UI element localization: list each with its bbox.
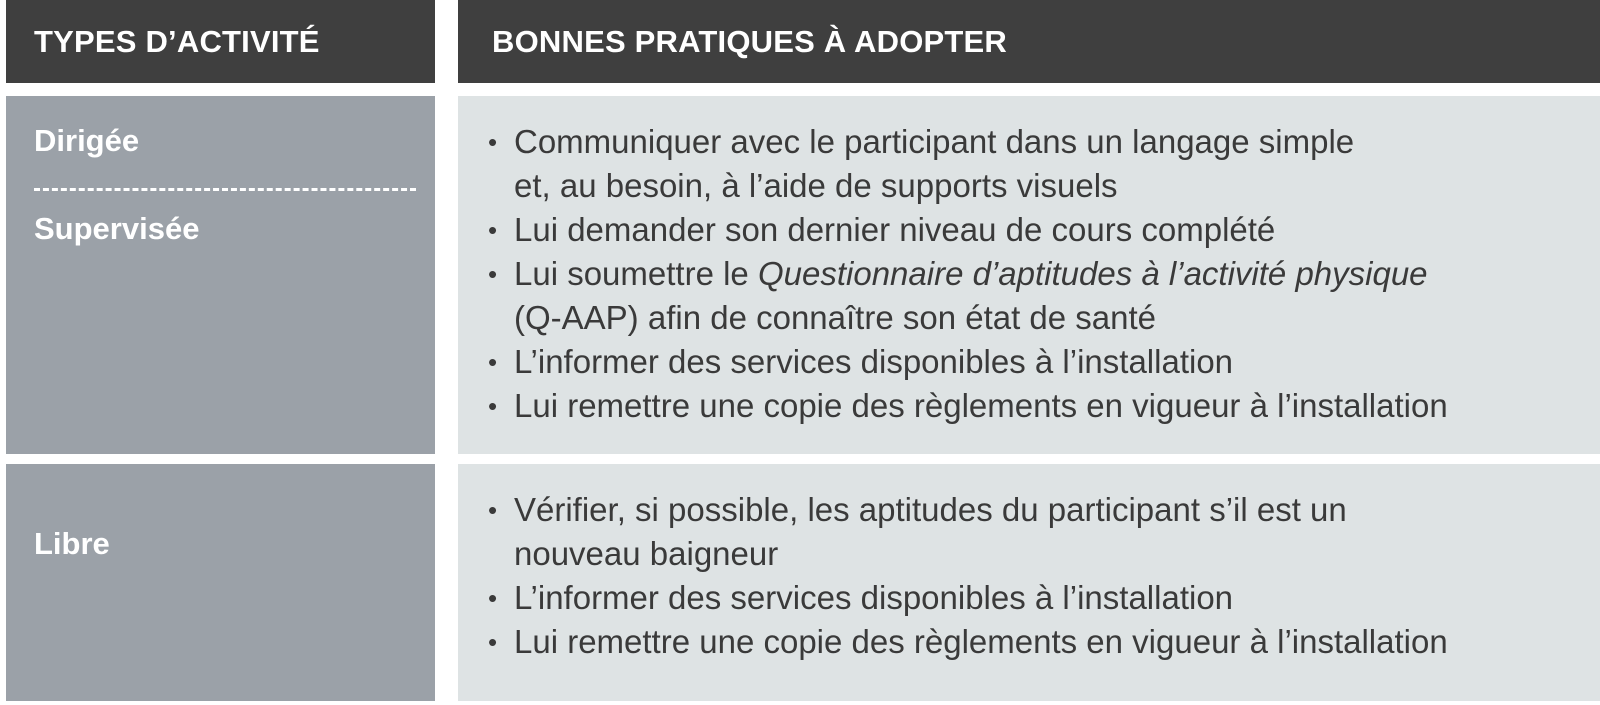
list-item	[488, 120, 1594, 208]
practice-text: Communiquer avec le participant dans un langage simple	[514, 123, 1355, 160]
practice-text: Lui remettre une copie des règlements en vigueur à l’installation	[514, 387, 1448, 424]
practice-text: Lui remettre une copie des règlements en vigueur à l’installation	[514, 623, 1448, 660]
header-types-label: TYPES D’ACTIVITÉ	[34, 23, 320, 59]
type-cell-libre	[6, 464, 435, 701]
type-cell-dirigee-supervisee	[6, 96, 435, 454]
bullet-icon: •	[488, 215, 498, 245]
practice-text-cont: nouveau baigneur	[514, 535, 779, 572]
practices-list	[488, 120, 1594, 428]
list-item	[488, 252, 1594, 340]
type-label-dirigee: Dirigée	[34, 123, 140, 158]
practice-text	[514, 252, 1594, 296]
header-types-activite	[6, 0, 435, 83]
practice-text-cont: (Q-AAP) afin de connaître son état de santé	[514, 299, 1157, 336]
practice-text-prefix: Lui soumettre le	[514, 255, 758, 292]
practices-cell-dirigee-supervisee	[458, 96, 1600, 454]
dashed-separator	[34, 188, 416, 191]
list-item	[488, 620, 1594, 664]
list-item	[488, 576, 1594, 620]
type-label-libre: Libre	[34, 526, 110, 561]
list-item	[488, 384, 1594, 428]
bullet-icon: •	[488, 347, 498, 377]
bullet-icon: •	[488, 495, 498, 525]
practices-list	[488, 488, 1594, 664]
practice-text-cont: et, au besoin, à l’aide de supports visuels	[514, 167, 1118, 204]
practices-cell-libre	[458, 464, 1600, 701]
practice-text: L’informer des services disponibles à l’installation	[514, 579, 1234, 616]
bullet-icon: •	[488, 583, 498, 613]
practice-text: Lui demander son dernier niveau de cours complété	[514, 211, 1276, 248]
practice-text: L’informer des services disponibles à l’installation	[514, 343, 1234, 380]
header-bonnes-pratiques	[458, 0, 1600, 83]
list-item	[488, 488, 1594, 576]
bullet-icon: •	[488, 627, 498, 657]
type-label-supervisee: Supervisée	[34, 211, 200, 246]
list-item	[488, 340, 1594, 384]
practice-text: Vérifier, si possible, les aptitudes du participant s’il est un	[514, 491, 1347, 528]
list-item	[488, 208, 1594, 252]
bullet-icon: •	[488, 127, 498, 157]
bullet-icon: •	[488, 391, 498, 421]
bullet-icon: •	[488, 259, 498, 289]
header-pratiques-label: BONNES PRATIQUES À ADOPTER	[492, 23, 1008, 59]
questionnaire-title: Questionnaire d’aptitudes à l’activité physique	[757, 255, 1428, 292]
